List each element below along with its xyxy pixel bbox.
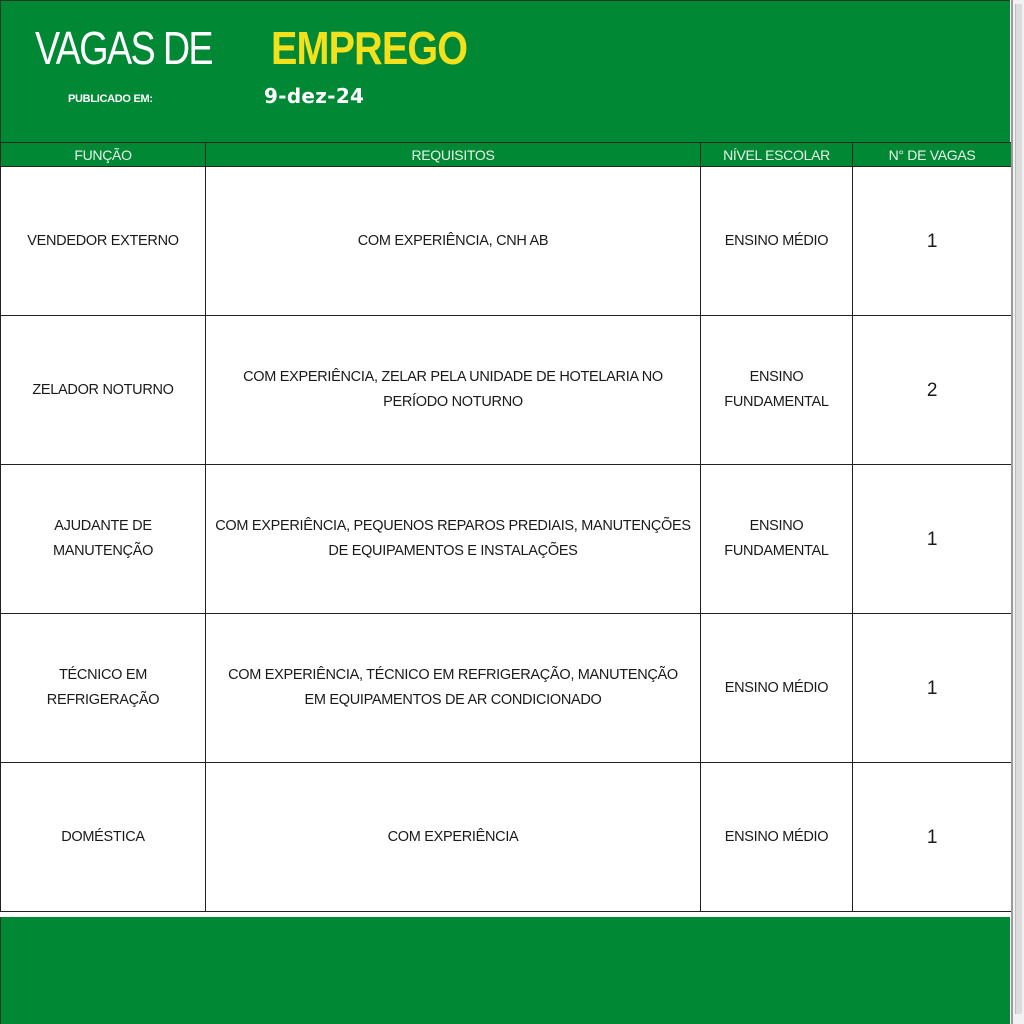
column-header-numero-vagas: N° DE VAGAS [853, 143, 1012, 167]
table-row [1, 167, 1012, 316]
cell-numero-vagas: 1 [853, 614, 1012, 763]
column-header-nivel-escolar: NÍVEL ESCOLAR [701, 143, 853, 167]
table-row [1, 465, 1012, 614]
table-row [1, 763, 1012, 912]
cell-numero-vagas: 1 [853, 465, 1012, 614]
published-label: PUBLICADO EM: [68, 93, 153, 105]
jobs-table [0, 142, 1012, 912]
cell-requisitos: COM EXPERIÊNCIA, TÉCNICO EM REFRIGERAÇÃO, MANUTENÇÃO EM EQUIPAMENTOS DE AR CONDICIONADO [206, 614, 701, 763]
cell-funcao: ZELADOR NOTURNO [1, 316, 206, 465]
cell-funcao: DOMÉSTICA [1, 763, 206, 912]
table-row [1, 316, 1012, 465]
cell-nivel-escolar: ENSINO MÉDIO [701, 614, 853, 763]
cell-nivel-escolar: ENSINO MÉDIO [701, 763, 853, 912]
cell-funcao: VENDEDOR EXTERNO [1, 167, 206, 316]
column-header-funcao: FUNÇÃO [1, 143, 206, 167]
vertical-scrollbar[interactable] [1011, 0, 1024, 1024]
footer-banner [0, 917, 1010, 1024]
cell-requisitos: COM EXPERIÊNCIA, CNH AB [206, 167, 701, 316]
cell-nivel-escolar: ENSINO MÉDIO [701, 167, 853, 316]
published-date: 9-dez-24 [264, 84, 365, 108]
cell-funcao: TÉCNICO EM REFRIGERAÇÃO [1, 614, 206, 763]
cell-numero-vagas: 1 [853, 167, 1012, 316]
title-vagas-de: VAGAS DE [35, 22, 212, 74]
table-row [1, 614, 1012, 763]
table-header-row [1, 143, 1012, 167]
cell-requisitos: COM EXPERIÊNCIA, ZELAR PELA UNIDADE DE HOTELARIA NO PERÍODO NOTURNO [206, 316, 701, 465]
cell-numero-vagas: 1 [853, 763, 1012, 912]
column-header-requisitos: REQUISITOS [206, 143, 701, 167]
cell-funcao: AJUDANTE DE MANUTENÇÃO [1, 465, 206, 614]
scrollbar-thumb[interactable] [1015, 4, 1022, 1014]
header-banner [0, 0, 1010, 142]
cell-nivel-escolar: ENSINO FUNDAMENTAL [701, 316, 853, 465]
cell-requisitos: COM EXPERIÊNCIA [206, 763, 701, 912]
cell-numero-vagas: 2 [853, 316, 1012, 465]
title-emprego: EMPREGO [271, 22, 468, 74]
cell-requisitos: COM EXPERIÊNCIA, PEQUENOS REPAROS PREDIAIS, MANUTENÇÕES DE EQUIPAMENTOS E INSTALAÇÕES [206, 465, 701, 614]
cell-nivel-escolar: ENSINO FUNDAMENTAL [701, 465, 853, 614]
